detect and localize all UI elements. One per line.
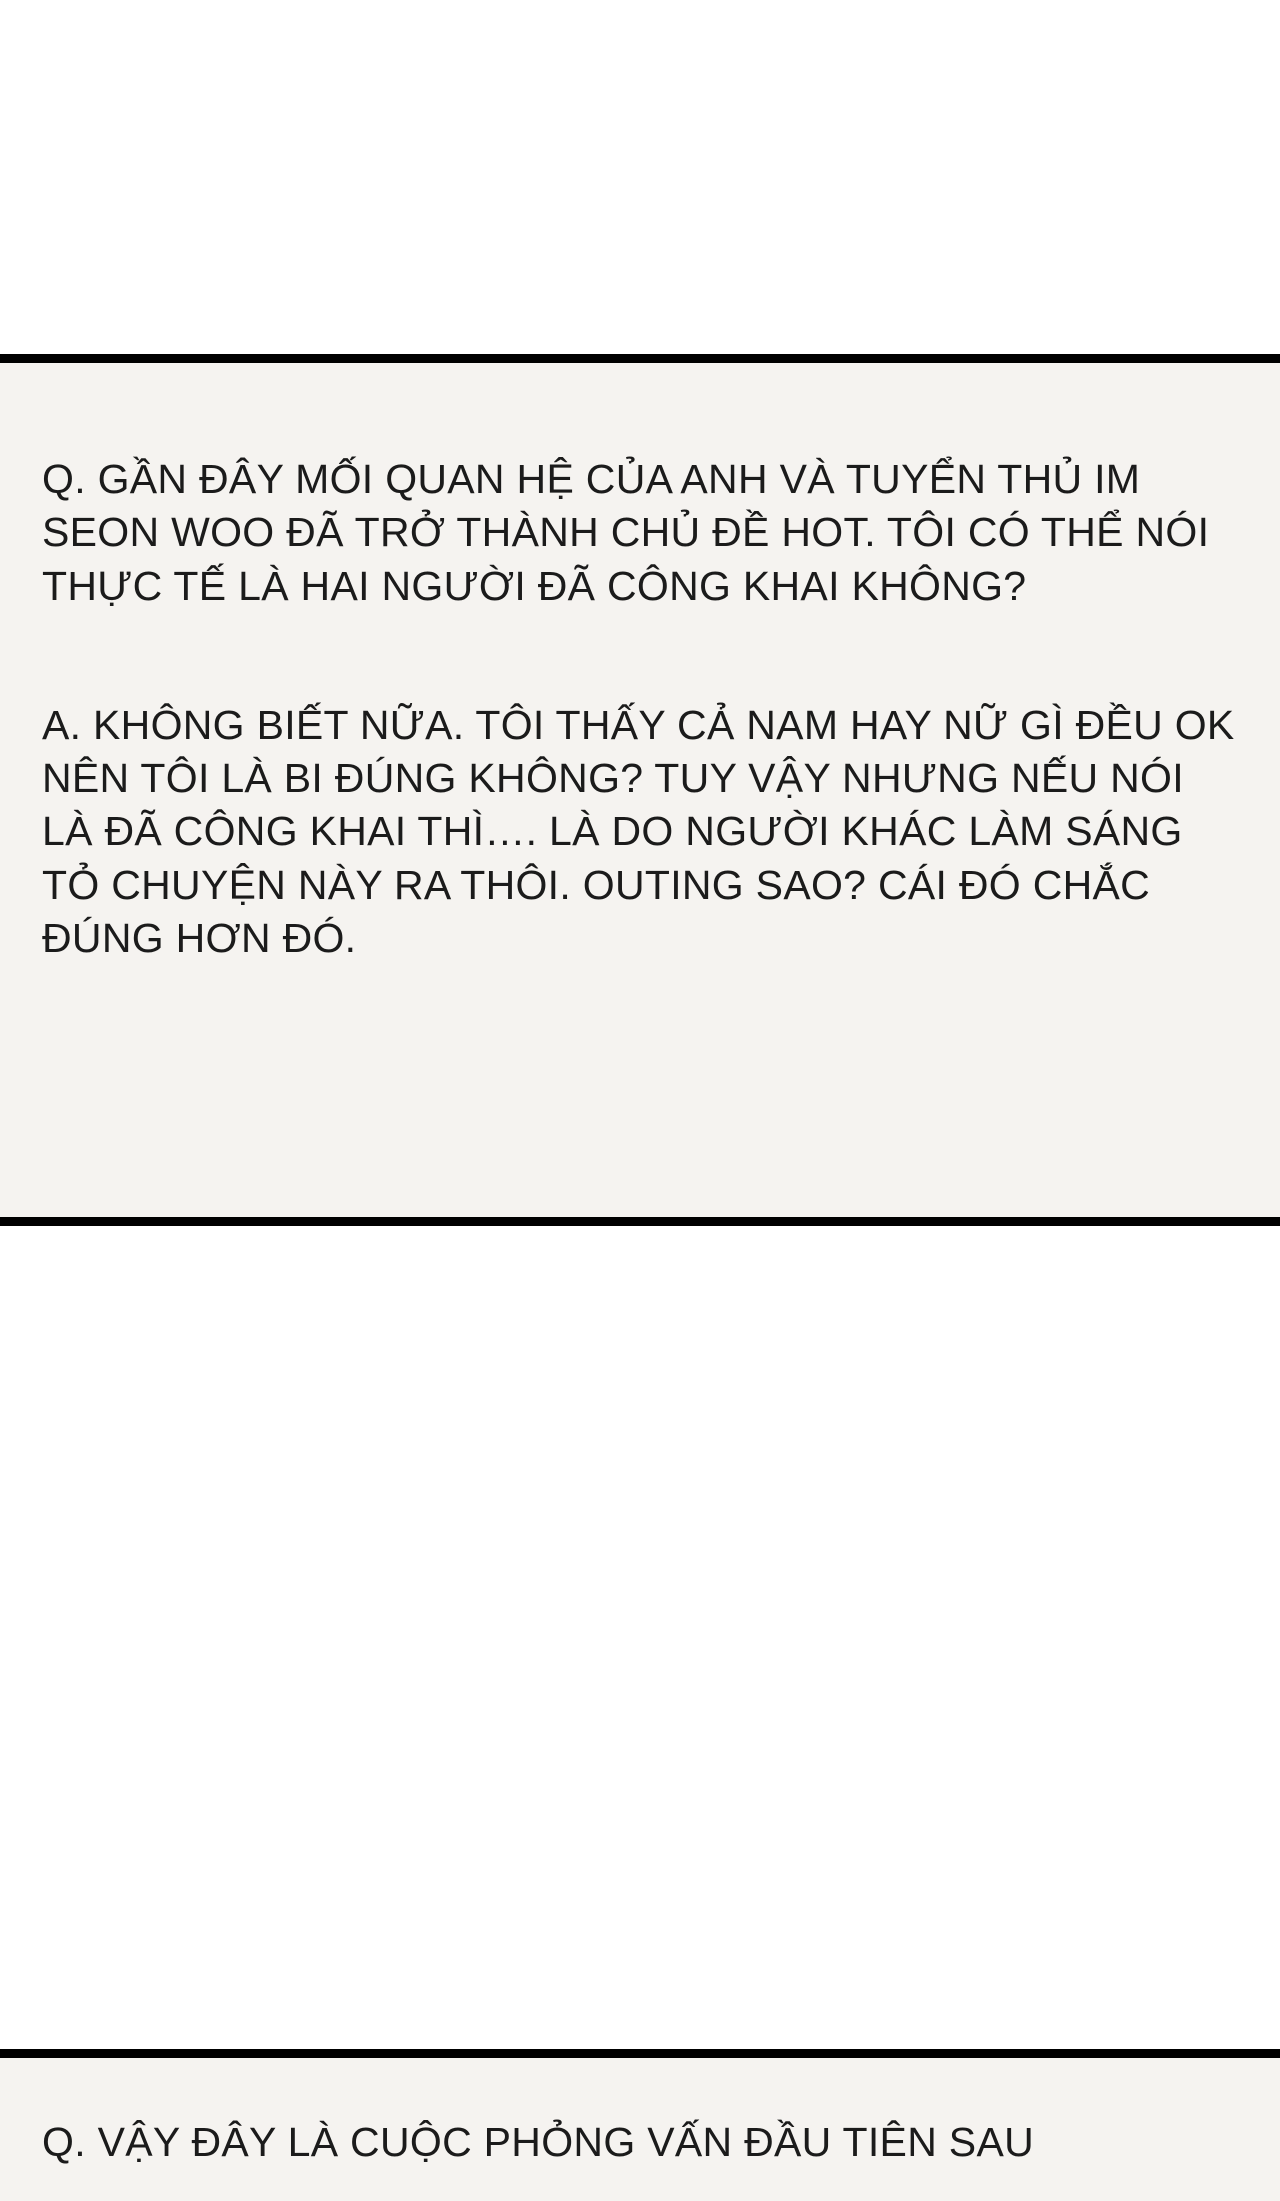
interview-panel-2 bbox=[0, 2049, 1280, 2201]
panel-1-question-text: Q. GẦN ĐÂY MỐI QUAN HỆ CỦA ANH VÀ TUYỂN THỦ IM SEON WOO ĐÃ TRỞ THÀNH CHỦ ĐỀ HOT. TÔI CÓ THỂ NÓI THỰC TẾ LÀ HAI NGƯỜI ĐÃ CÔNG KHAI KHÔNG? bbox=[42, 456, 1221, 609]
interview-panel-1 bbox=[0, 354, 1280, 1226]
panel-2-question-text: Q. VẬY ĐÂY LÀ CUỘC PHỎNG VẤN ĐẦU TIÊN SAU bbox=[42, 2119, 1034, 2165]
panel-1-text-container bbox=[42, 453, 1247, 965]
middle-whitespace bbox=[0, 1226, 1280, 2049]
panel-2-text-container bbox=[42, 2116, 1242, 2169]
top-whitespace bbox=[0, 0, 1280, 354]
panel-1-answer-text: A. KHÔNG BIẾT NỮA. TÔI THẤY CẢ NAM HAY NỮ GÌ ĐỀU OK NÊN TÔI LÀ BI ĐÚNG KHÔNG? TUY VẬY NHƯNG NẾU NÓI LÀ ĐÃ CÔNG KHAI THÌ…. LÀ DO NGƯỜI KHÁC LÀM SÁNG TỎ CHUYỆN NÀY RA THÔI. OUTING SAO? CÁI ĐÓ CHẮC ĐÚNG HƠN ĐÓ. bbox=[42, 701, 1247, 962]
